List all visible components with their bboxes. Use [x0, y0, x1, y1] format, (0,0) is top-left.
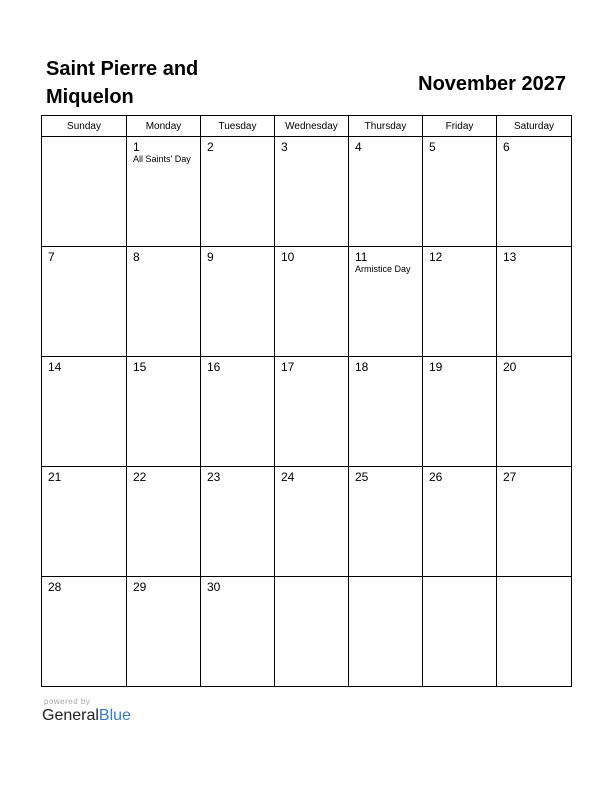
- day-number: 4: [355, 140, 362, 154]
- day-cell: [42, 137, 127, 247]
- day-number: 14: [48, 360, 62, 374]
- day-number: 21: [48, 470, 62, 484]
- weekday-thursday: Thursday: [349, 116, 423, 137]
- day-number: 13: [503, 250, 517, 264]
- day-number: 28: [48, 580, 62, 594]
- day-cell: [127, 137, 201, 247]
- day-cell: [42, 577, 127, 687]
- day-cell: [201, 357, 275, 467]
- day-cell: [201, 577, 275, 687]
- day-cell: [423, 467, 497, 577]
- day-number: 11: [355, 250, 368, 264]
- week-row: [42, 137, 572, 247]
- day-cell: [423, 137, 497, 247]
- brand-name-blue: Blue: [98, 707, 131, 724]
- day-number: [497, 577, 571, 580]
- generalblue-logo: [42, 706, 131, 726]
- day-cell: [497, 577, 572, 687]
- day-cell: [349, 247, 423, 357]
- region-title: Saint Pierre and Miquelon: [46, 58, 199, 108]
- week-row: [42, 247, 572, 357]
- day-number: 16: [207, 360, 221, 374]
- day-number: 1: [133, 140, 140, 154]
- weekday-header-row: [42, 116, 572, 137]
- day-number: 17: [281, 360, 295, 374]
- weekday-friday: Friday: [423, 116, 497, 137]
- day-number: 12: [429, 250, 443, 264]
- calendar-grid: [41, 115, 572, 687]
- day-number: 20: [503, 360, 517, 374]
- weekday-monday: Monday: [127, 116, 201, 137]
- day-cell: [201, 137, 275, 247]
- day-number: 7: [48, 250, 55, 264]
- day-cell: [497, 247, 572, 357]
- week-row: [42, 357, 572, 467]
- day-number: 29: [133, 580, 147, 594]
- day-number: 23: [207, 470, 221, 484]
- day-cell: [423, 357, 497, 467]
- day-number: 19: [429, 360, 443, 374]
- day-cell: [349, 357, 423, 467]
- day-number: 30: [207, 580, 221, 594]
- day-number: 5: [429, 140, 436, 154]
- day-number: 2: [207, 140, 214, 154]
- day-cell: [127, 357, 201, 467]
- day-cell: [201, 247, 275, 357]
- holiday-label: Armistice Day: [355, 264, 411, 274]
- day-number: 26: [429, 470, 443, 484]
- day-cell: [42, 467, 127, 577]
- week-row: [42, 467, 572, 577]
- day-cell: [349, 467, 423, 577]
- day-number: 8: [133, 250, 140, 264]
- day-number: [423, 577, 496, 580]
- day-cell: [275, 357, 349, 467]
- month-title: November 2027: [418, 73, 566, 95]
- week-row: [42, 577, 572, 687]
- day-cell: [497, 137, 572, 247]
- day-cell: [423, 577, 497, 687]
- day-cell: [127, 577, 201, 687]
- day-number: 6: [503, 140, 510, 154]
- day-cell: [497, 357, 572, 467]
- weekday-sunday: Sunday: [42, 116, 127, 137]
- day-number: 22: [133, 470, 147, 484]
- day-cell: [497, 467, 572, 577]
- day-cell: [275, 577, 349, 687]
- powered-by-text: powered by: [44, 697, 91, 706]
- day-cell: [349, 577, 423, 687]
- day-number: 15: [133, 360, 147, 374]
- day-number: 24: [281, 470, 295, 484]
- day-cell: [349, 137, 423, 247]
- day-number: 25: [355, 470, 369, 484]
- day-number: 9: [207, 250, 214, 264]
- day-cell: [275, 247, 349, 357]
- footer-branding: [42, 697, 131, 726]
- weekday-wednesday: Wednesday: [275, 116, 349, 137]
- day-cell: [127, 247, 201, 357]
- day-number: [275, 577, 348, 580]
- day-number: [349, 577, 422, 580]
- day-number: 10: [281, 250, 295, 264]
- day-number: 27: [503, 470, 517, 484]
- day-cell: [275, 467, 349, 577]
- day-number: [42, 137, 126, 140]
- day-cell: [42, 247, 127, 357]
- day-number: 3: [281, 140, 288, 154]
- day-cell: [127, 467, 201, 577]
- day-number: 18: [355, 360, 369, 374]
- day-cell: [275, 137, 349, 247]
- weekday-saturday: Saturday: [497, 116, 572, 137]
- weekday-tuesday: Tuesday: [201, 116, 275, 137]
- holiday-label: All Saints' Day: [133, 154, 191, 164]
- brand-name-general: General: [42, 707, 99, 724]
- day-cell: [42, 357, 127, 467]
- day-cell: [423, 247, 497, 357]
- day-cell: [201, 467, 275, 577]
